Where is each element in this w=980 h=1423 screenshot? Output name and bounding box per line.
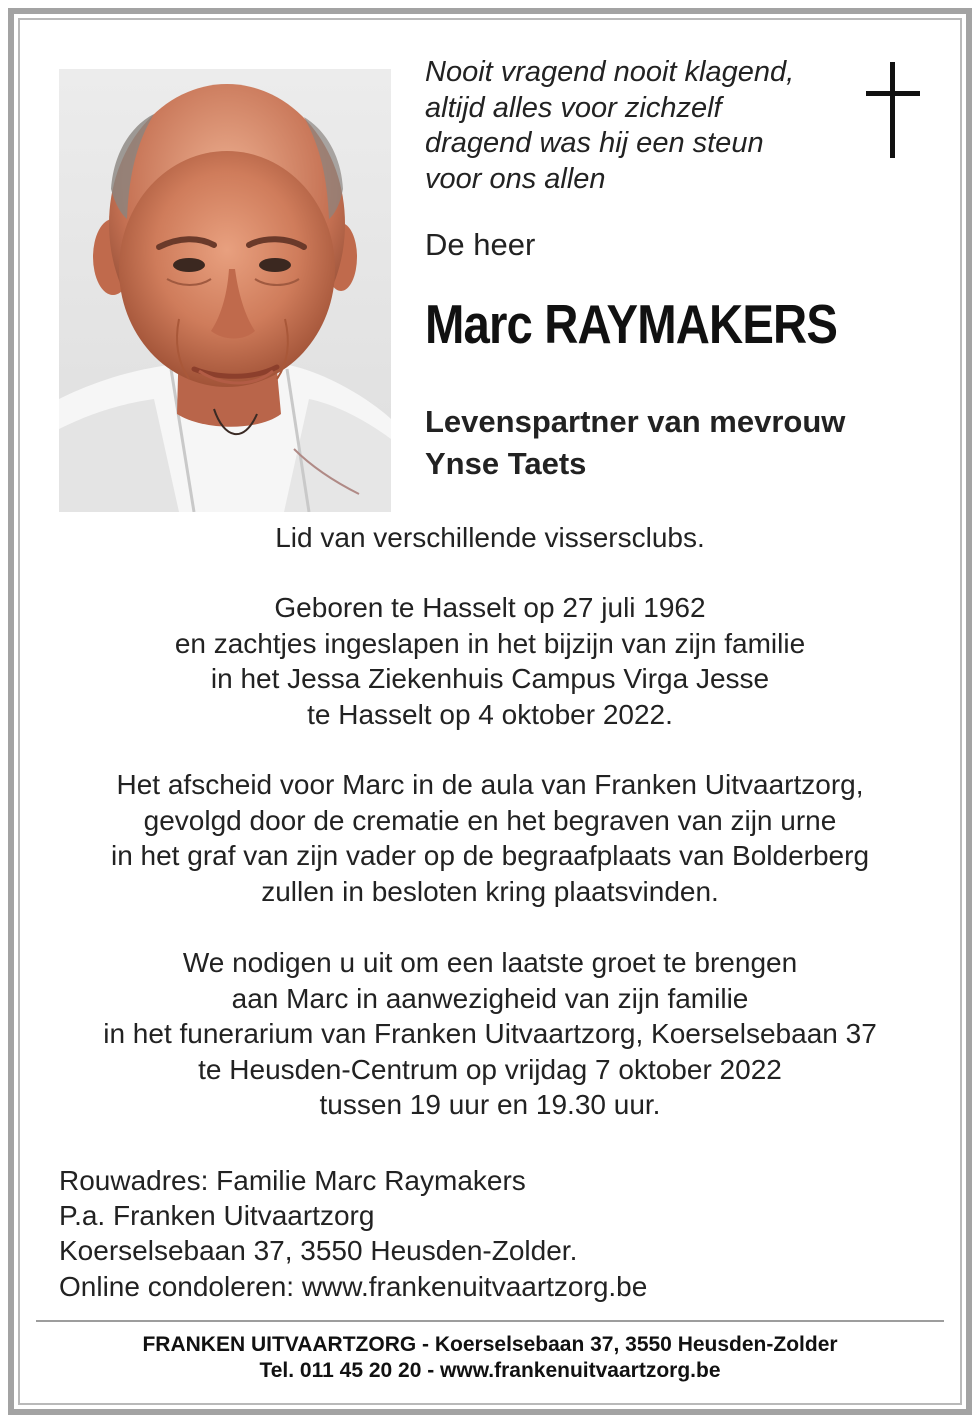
- membership-text: [30, 520, 950, 556]
- quote-line: voor ons allen: [425, 162, 606, 195]
- address-line: Rouwadres: Familie Marc Raymakers: [59, 1165, 526, 1196]
- condolence-link[interactable]: Online condoleren: www.frankenuitvaartzorg.be: [59, 1270, 648, 1302]
- address-line: P.a. Franken Uitvaartzorg: [59, 1200, 375, 1232]
- paragraph-line: in het Jessa Ziekenhuis Campus Virga Jesse: [210, 663, 770, 695]
- farewell-paragraph: [30, 767, 950, 909]
- portrait-photo: [59, 69, 391, 512]
- membership-line: Lid van verschillende vissersclubs.: [275, 522, 705, 553]
- paragraph-line: Geboren te Hasselt op 27 juli 1962: [274, 592, 706, 623]
- invitation-paragraph: [30, 945, 950, 1123]
- cross-icon: [862, 60, 924, 160]
- paragraph-line: en zachtjes ingeslapen in het bijzijn van zijn familie: [174, 627, 806, 659]
- partner-info: [425, 401, 845, 485]
- mourning-address: [59, 1163, 647, 1304]
- paragraph-line: zullen in besloten kring plaatsvinden.: [261, 875, 719, 907]
- deceased-name: Marc RAYMAKERS: [425, 293, 838, 355]
- funeral-home-footer: [30, 1332, 950, 1384]
- paragraph-line: te Hasselt op 4 oktober 2022.: [307, 698, 673, 730]
- quote-line: Nooit vragend nooit klagend,: [425, 56, 795, 88]
- footer-address: FRANKEN UITVAARTZORG - Koerselsebaan 37, 3550 Heusden-Zolder: [142, 1333, 838, 1356]
- memorial-quote: [425, 55, 845, 197]
- paragraph-line: We nodigen u uit om een laatste groet te brengen: [182, 947, 798, 978]
- quote-line: altijd alles voor zichzelf: [425, 91, 722, 124]
- paragraph-line: in het funerarium van Franken Uitvaartzorg, Koerselsebaan 37: [103, 1018, 877, 1050]
- birth-death-paragraph: [30, 590, 950, 732]
- quote-line: dragend was hij een steun: [425, 127, 764, 159]
- partner-line: Levenspartner van mevrouw: [425, 404, 846, 439]
- footer-divider: [36, 1320, 944, 1322]
- address-line: Koerselsebaan 37, 3550 Heusden-Zolder.: [59, 1235, 578, 1267]
- honorific-title: De heer: [425, 227, 536, 262]
- paragraph-line: Het afscheid voor Marc in de aula van Franken Uitvaartzorg,: [116, 769, 864, 800]
- paragraph-line: gevolgd door de crematie en het begraven van zijn urne: [143, 804, 837, 836]
- footer-contact: Tel. 011 45 20 20 - www.frankenuitvaartzorg.be: [259, 1359, 721, 1382]
- paragraph-line: in het graf van zijn vader op de begraafplaats van Bolderberg: [110, 840, 870, 872]
- paragraph-line: tussen 19 uur en 19.30 uur.: [319, 1089, 661, 1121]
- paragraph-line: aan Marc in aanwezigheid van zijn familie: [231, 982, 749, 1014]
- paragraph-line: te Heusden-Centrum op vrijdag 7 oktober 2022: [198, 1053, 782, 1085]
- partner-line: Ynse Taets: [425, 446, 587, 481]
